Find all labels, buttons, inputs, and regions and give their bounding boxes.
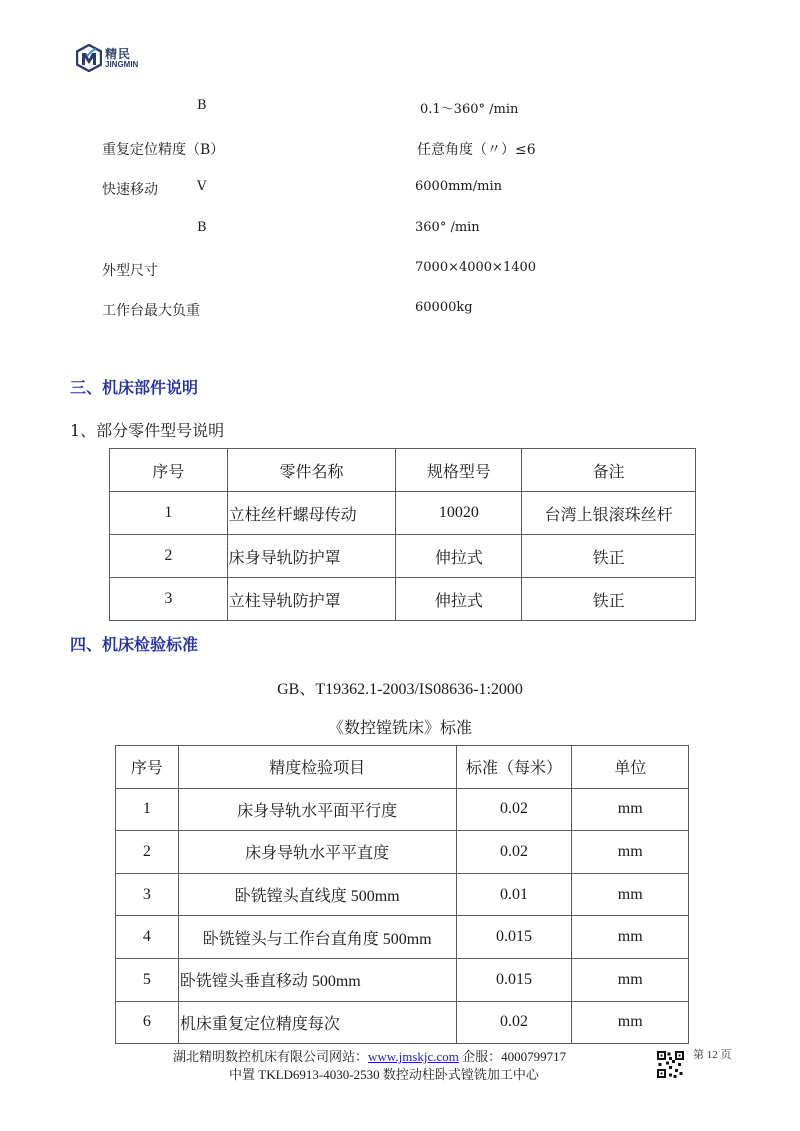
table-cell: 卧铣镗头与工作台直角度 500mm <box>178 916 456 959</box>
company-logo <box>76 42 166 74</box>
spec-axis: V <box>197 179 207 194</box>
section-heading-inspection: 四、机床检验标准 <box>70 635 199 654</box>
table-header: 标准（每米） <box>456 746 572 789</box>
section-subheading-parts-models: 1、部分零件型号说明 <box>70 421 225 440</box>
table-cell: 3 <box>116 873 179 916</box>
qr-code-icon <box>657 1051 684 1078</box>
table-cell: 立柱丝杆螺母传动 <box>227 492 396 535</box>
table-cell: 1 <box>116 788 179 831</box>
table-header: 备注 <box>522 449 696 492</box>
table-cell: 0.015 <box>456 916 572 959</box>
table-cell: 5 <box>116 958 179 1001</box>
table-cell: 床身导轨水平面平行度 <box>178 788 456 831</box>
table-header: 精度检验项目 <box>178 746 456 789</box>
page-number: 第 12 页 <box>693 1049 732 1061</box>
table-cell: 1 <box>110 492 228 535</box>
table-cell: 伸拉式 <box>396 535 522 578</box>
table-cell: 机床重复定位精度每次 <box>178 1001 456 1044</box>
footer-contact-line <box>173 1046 566 1065</box>
table-header: 序号 <box>110 449 228 492</box>
spec-value: 0.1～360° /min <box>420 102 519 117</box>
spec-value: 60000kg <box>415 300 473 315</box>
table-cell: 3 <box>110 578 228 621</box>
footer-service-label: 企服： <box>458 1049 502 1064</box>
footer-company: 湖北精明数控机床有限公司网站： <box>173 1049 369 1064</box>
table-cell: mm <box>572 831 689 874</box>
table-cell: 0.01 <box>456 873 572 916</box>
spec-value: 任意角度（〃）≤6 <box>417 142 536 158</box>
table-row <box>116 873 689 916</box>
table-row <box>116 1001 689 1044</box>
table-cell: 10020 <box>396 492 522 535</box>
table-cell: 0.02 <box>456 831 572 874</box>
table-cell: 卧铣镗头直线度 500mm <box>178 873 456 916</box>
table-row <box>110 578 696 621</box>
spec-axis: B <box>197 98 207 113</box>
table-cell: 卧铣镗头垂直移动 500mm <box>178 958 456 1001</box>
table-cell: mm <box>572 873 689 916</box>
table-cell: 6 <box>116 1001 179 1044</box>
jingmin-logo-icon <box>76 44 102 72</box>
spec-label: 快速移动 <box>102 182 158 198</box>
table-row <box>110 492 696 535</box>
table-cell: mm <box>572 1001 689 1044</box>
table-cell: mm <box>572 958 689 1001</box>
logo-brand-en: JINGMIN <box>105 59 139 69</box>
section-heading-parts: 三、机床部件说明 <box>70 378 199 397</box>
spec-value: 360° /min <box>415 220 480 235</box>
table-header: 零件名称 <box>227 449 396 492</box>
table-row <box>116 916 689 959</box>
inspection-table <box>115 745 689 1044</box>
footer-website-link[interactable]: www.jmskjc.com <box>368 1049 459 1064</box>
table-cell: 床身导轨防护罩 <box>227 535 396 578</box>
footer-product: 中置 TKLD6913-4030-2530 数控动柱卧式镗铣加工中心 <box>229 1067 539 1082</box>
table-row <box>116 831 689 874</box>
spec-value: 6000mm/min <box>415 179 502 194</box>
table-row <box>116 958 689 1001</box>
table-cell: 0.02 <box>456 788 572 831</box>
table-cell: 立柱导轨防护罩 <box>227 578 396 621</box>
logo-brand-cn: 精民 <box>105 46 132 61</box>
table-cell: mm <box>572 788 689 831</box>
table-cell: 4 <box>116 916 179 959</box>
table-cell: 2 <box>116 831 179 874</box>
table-cell: 铁正 <box>522 578 696 621</box>
spec-label: 工作台最大负重 <box>102 303 200 319</box>
spec-label: 外型尺寸 <box>102 263 158 279</box>
table-cell: 伸拉式 <box>396 578 522 621</box>
table-header: 序号 <box>116 746 179 789</box>
table-header: 单位 <box>572 746 689 789</box>
table-cell: 铁正 <box>522 535 696 578</box>
table-header-row <box>110 449 696 492</box>
standard-code: GB、T19362.1-2003/IS08636-1:2000 <box>277 681 523 698</box>
parts-table <box>109 448 696 621</box>
table-cell: 2 <box>110 535 228 578</box>
spec-label: 重复定位精度（B） <box>102 142 225 158</box>
table-cell: 台湾上银滚珠丝杆 <box>522 492 696 535</box>
table-cell: 0.02 <box>456 1001 572 1044</box>
spec-value: 7000×4000×1400 <box>415 260 537 275</box>
table-row <box>116 788 689 831</box>
table-cell: mm <box>572 916 689 959</box>
table-header: 规格型号 <box>396 449 522 492</box>
table-cell: 床身导轨水平平直度 <box>178 831 456 874</box>
standard-name: 《数控镗铣床》标准 <box>327 720 472 737</box>
spec-axis: B <box>197 220 207 235</box>
footer-service-phone: 4000799717 <box>501 1049 567 1064</box>
table-header-row <box>116 746 689 789</box>
table-cell: 0.015 <box>456 958 572 1001</box>
table-row <box>110 535 696 578</box>
